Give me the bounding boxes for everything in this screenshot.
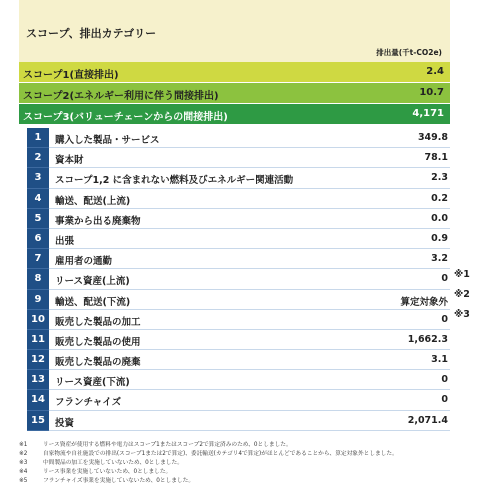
category-value: 0	[441, 273, 448, 285]
table-row	[27, 411, 450, 431]
category-name: 販売した製品の使用	[55, 336, 141, 348]
table-row	[27, 350, 450, 370]
category-value: 0.9	[431, 232, 448, 244]
category-value: 0	[441, 374, 448, 386]
category-name: リース資産(上流)	[55, 276, 130, 288]
note-marker-2: ※2	[454, 289, 470, 300]
footnote-key: ※5	[19, 478, 28, 484]
footnote-text: フランチャイズ事業を実施していないため、0としました。	[43, 478, 195, 484]
footnote-text: リース資産が使用する燃料や電力はスコープ1またはスコープ2で算定済みのため、0としました。	[43, 442, 292, 448]
category-name: 出張	[55, 235, 75, 247]
footnote-key: ※1	[19, 442, 28, 448]
table-row	[27, 370, 450, 390]
category-number: 12	[27, 350, 49, 370]
category-value: 0.0	[431, 212, 448, 224]
category-number: 11	[27, 330, 49, 350]
category-number: 14	[27, 390, 49, 410]
scope1-row	[19, 62, 450, 83]
scope3-value: 4,171	[412, 108, 444, 119]
unit-label: 排出量(千t-CO2e)	[376, 48, 442, 57]
category-name: リース資産(下流)	[55, 377, 130, 389]
scope1-value: 2.4	[426, 66, 444, 77]
category-value: 349.8	[417, 132, 448, 143]
category-value: 78.1	[424, 152, 448, 164]
category-name: 雇用者の通勤	[55, 256, 113, 268]
footnote-text: リース事業を実施していないため、0としました。	[43, 469, 172, 475]
scope3-row	[19, 104, 450, 125]
scope2-label: スコープ2(エネルギー利用に伴う間接排出)	[23, 91, 219, 102]
category-name: 事業から出る廃棄物	[55, 215, 141, 227]
category-number: 6	[27, 229, 49, 249]
category-value: 3.1	[431, 354, 448, 366]
category-value: 0	[441, 313, 448, 325]
table-row	[27, 168, 450, 188]
footnote	[19, 477, 499, 486]
category-name: 輸送、配送(下流)	[55, 296, 131, 308]
table-title: スコープ、排出カテゴリー	[26, 27, 157, 40]
category-value: 3.2	[431, 253, 448, 265]
footnote	[19, 459, 499, 468]
category-number: 5	[27, 209, 49, 229]
category-name: フランチャイズ	[55, 397, 122, 409]
table-row	[27, 290, 450, 310]
category-name: 投資	[55, 417, 75, 429]
table-row	[27, 310, 450, 330]
footnote	[19, 468, 499, 477]
category-number: 3	[27, 168, 49, 188]
category-number: 7	[27, 249, 49, 269]
category-value: 算定対象外	[400, 296, 448, 308]
note-marker-1: ※1	[454, 269, 470, 280]
category-number: 15	[27, 411, 49, 431]
category-name: 資本財	[55, 155, 84, 167]
category-name: 輸送、配送(上流)	[55, 195, 131, 207]
category-number: 9	[27, 290, 49, 310]
category-value: 0.2	[431, 192, 448, 204]
category-name: 販売した製品の加工	[55, 316, 141, 328]
category-number: 1	[27, 128, 49, 148]
category-number: 4	[27, 189, 49, 209]
footnote-key: ※3	[19, 460, 28, 466]
footnote-key: ※2	[19, 451, 28, 457]
category-value: 2,071.4	[407, 414, 448, 426]
table-row	[27, 330, 450, 350]
category-value: 1,662.3	[407, 333, 448, 345]
category-number: 2	[27, 148, 49, 168]
table-row	[27, 128, 450, 148]
category-number: 13	[27, 370, 49, 390]
category-name: 購入した製品・サービス	[55, 135, 160, 146]
footnote	[19, 450, 499, 459]
footnote-text: 中間製品の加工を実施していないため、0としました。	[43, 460, 183, 466]
scope3-label: スコープ3(バリューチェーンからの間接排出)	[23, 112, 228, 123]
table-row	[27, 229, 450, 249]
table-row	[27, 269, 450, 289]
footnote-key: ※4	[19, 469, 28, 475]
scope2-value: 10.7	[419, 87, 444, 98]
table-row	[27, 249, 450, 269]
footnotes	[19, 441, 499, 486]
footnote	[19, 441, 499, 450]
footnote-text: 自家物流や自社施設での排出(スコープ1または2で算定)、委託輸送(カテゴリ4で算定)がほとんどであることから、算定対象外としました。	[43, 451, 398, 457]
category-name: スコープ1,2 に含まれない燃料及びエネルギー関連活動	[55, 175, 294, 187]
table-row	[27, 390, 450, 410]
table-row	[27, 209, 450, 229]
category-name: 販売した製品の廃棄	[55, 357, 141, 369]
table-row	[27, 189, 450, 209]
table-row	[27, 148, 450, 168]
category-number: 10	[27, 310, 49, 330]
note-marker-3: ※3	[454, 309, 470, 320]
scope2-row	[19, 83, 450, 104]
table-header	[19, 0, 450, 62]
category-number: 8	[27, 269, 49, 289]
category-value: 0	[441, 394, 448, 406]
emissions-table	[19, 0, 450, 431]
scope1-label: スコープ1(直接排出)	[23, 70, 119, 81]
category-value: 2.3	[431, 172, 448, 184]
category-list	[27, 128, 450, 431]
